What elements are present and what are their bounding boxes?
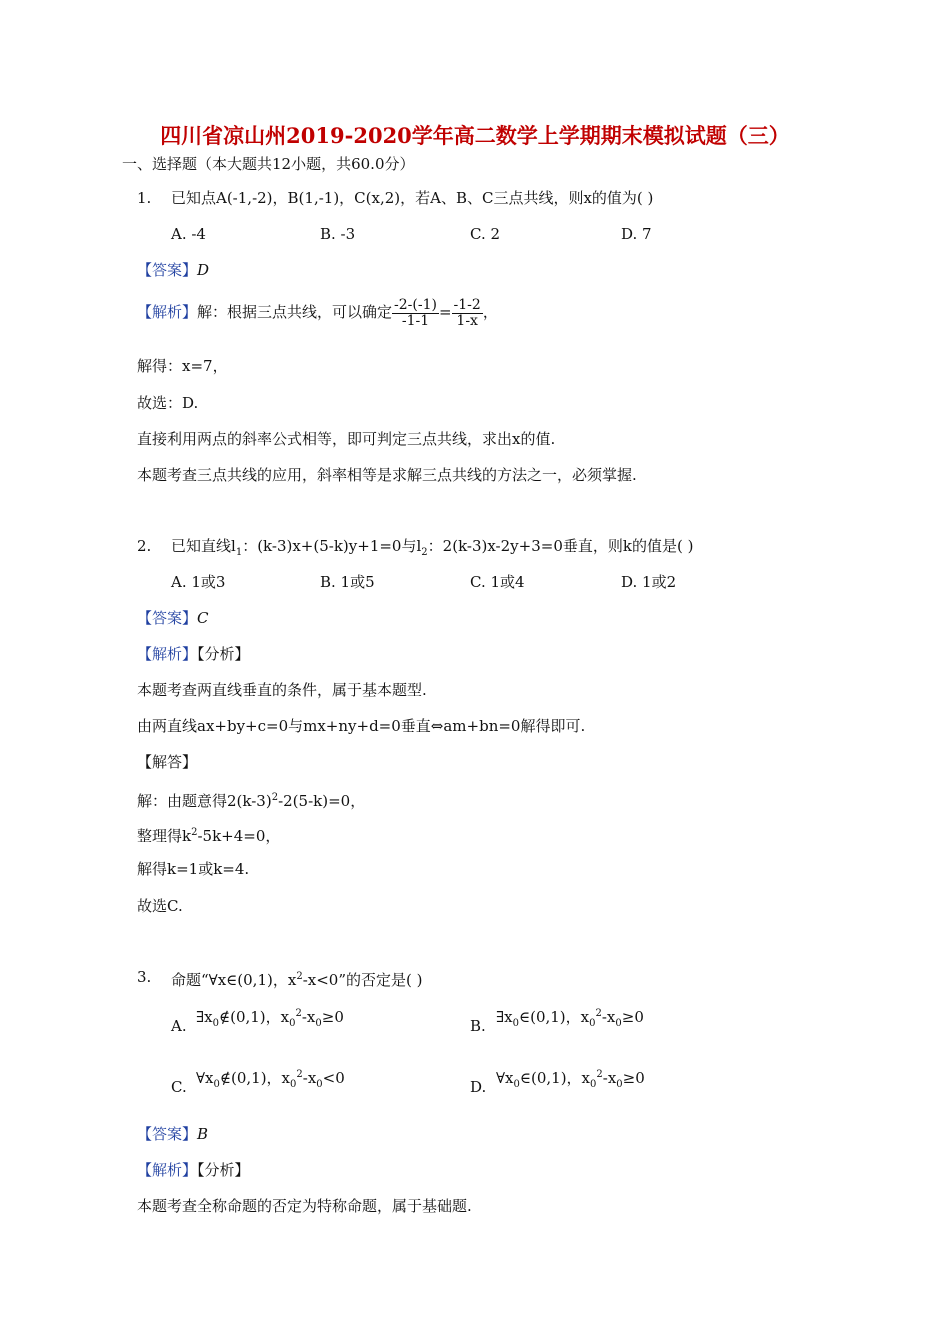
text-part: ≥0 — [321, 1008, 344, 1026]
q1-explain-line: 直接利用两点的斜率公式相等，即可判定三点共线，求出x的值. — [137, 430, 556, 448]
line-symbol: l — [416, 537, 422, 555]
q3-stem — [171, 967, 422, 990]
fenxi-tag: 【分析】 — [197, 1161, 250, 1179]
superscript: 2 — [296, 1069, 303, 1080]
text-part: ∉(0,1)，x — [218, 1008, 290, 1026]
answer-value: D — [197, 261, 210, 279]
superscript: 2 — [595, 1008, 602, 1019]
answer-tag: 【答案】 — [137, 609, 198, 627]
subscript: 0 — [212, 1018, 219, 1029]
q1-analysis — [137, 296, 498, 329]
q2-analysis-line: 本题考查两直线垂直的条件，属于基本题型. — [137, 681, 427, 699]
q2-stem — [171, 536, 693, 563]
text-part: ≥0 — [622, 1069, 645, 1087]
q3-option-d-label: D. — [470, 1078, 487, 1096]
text-part: <0 — [322, 1069, 345, 1087]
subscript: 0 — [512, 1018, 519, 1029]
q1-solution-line: 解得：x=7， — [137, 357, 228, 375]
analysis-text: 解：根据三点共线，可以确定 — [197, 303, 393, 321]
text-part: -2(5-k)=0， — [278, 792, 366, 810]
text-part: ∀x — [496, 1069, 514, 1087]
q3-option-c-label: C. — [171, 1078, 187, 1096]
q3-option-a-label: A. — [171, 1017, 187, 1035]
line-symbol: l — [231, 537, 236, 555]
subscript: 0 — [513, 1079, 520, 1090]
text-part: 解：由题意得2(k-3) — [137, 792, 272, 810]
text-part: ∈(0,1)，x — [518, 1008, 590, 1026]
text-part: -5k+4=0， — [197, 827, 281, 845]
subscript: 0 — [316, 1079, 323, 1090]
q1-option-d: D. 7 — [621, 225, 652, 243]
superscript: 2 — [191, 827, 198, 838]
q1-answer — [137, 260, 209, 280]
q2-solution-line: 解得k=1或k=4. — [137, 860, 250, 878]
text-part: -x<0”的否定是( ) — [302, 971, 423, 989]
q2-answer — [137, 608, 209, 628]
fenxi-tag: 【分析】 — [197, 645, 250, 663]
superscript: 2 — [295, 1008, 302, 1019]
subscript: 0 — [615, 1018, 622, 1029]
text-part: ∉(0,1)，x — [219, 1069, 291, 1087]
section-heading: 一、选择题（本大题共12小题，共60.0分） — [122, 155, 415, 173]
q2-stem-part: ：(k-3)x+(5-k)y+1=0与 — [242, 537, 417, 555]
text-part: 命题“∀x∈(0,1)，x — [171, 971, 297, 989]
fraction — [452, 298, 483, 329]
q1-comment-line: 本题考查三点共线的应用，斜率相等是求解三点共线的方法之一，必须掌握. — [137, 466, 637, 484]
subscript: 0 — [289, 1018, 296, 1029]
q1-stem: 已知点A(-1,-2)，B(1,-1)，C(x,2)，若A、B、C三点共线，则x的值为( ) — [171, 189, 654, 207]
q2-option-a: A. 1或3 — [171, 573, 226, 591]
subscript: 0 — [213, 1079, 220, 1090]
q1-option-c: C. 2 — [470, 225, 501, 243]
q3-analysis-header — [137, 1160, 250, 1180]
text-part: ∈(0,1)，x — [519, 1069, 591, 1087]
text-part: ≥0 — [621, 1008, 644, 1026]
q3-option-a — [196, 1004, 344, 1034]
fraction-numerator: -2-(-1) — [394, 296, 437, 313]
q3-analysis-line: 本题考查全称命题的否定为特称命题，属于基础题. — [137, 1197, 472, 1215]
text-part: -x — [302, 1069, 317, 1087]
q1-option-b: B. -3 — [320, 225, 356, 243]
answer-value: B — [197, 1125, 209, 1143]
q3-option-b-label: B. — [470, 1017, 486, 1035]
q2-jieda-tag: 【解答】 — [137, 753, 198, 771]
q2-option-d: D. 1或2 — [621, 573, 677, 591]
page-title: 四川省凉山州2019-2020学年高二数学上学期期末模拟试题（三） — [160, 123, 790, 148]
superscript: 2 — [271, 792, 279, 803]
q1-number: 1. — [137, 189, 152, 207]
text-part: 整理得k — [137, 827, 192, 845]
answer-tag: 【答案】 — [137, 1125, 198, 1143]
superscript: 2 — [296, 971, 303, 982]
q3-option-d — [496, 1065, 645, 1095]
q2-solution-line — [137, 788, 365, 811]
q2-choice-line: 故选C. — [137, 897, 183, 915]
subscript: 0 — [290, 1079, 297, 1090]
text-part: ∃x — [196, 1008, 213, 1026]
q2-stem-part: ：2(k-3)x-2y+3=0垂直，则k的值是( ) — [427, 537, 694, 555]
answer-value: C — [197, 609, 209, 627]
analysis-tag: 【解析】 — [137, 645, 198, 663]
analysis-tag: 【解析】 — [137, 303, 198, 321]
text-part: ∀x — [196, 1069, 214, 1087]
fraction-numerator: -1-2 — [453, 296, 481, 313]
text-part: -x — [601, 1008, 616, 1026]
q2-analysis-header — [137, 644, 250, 664]
q2-number: 2. — [137, 537, 152, 555]
q3-number: 3. — [137, 968, 152, 986]
subscript: 0 — [590, 1079, 597, 1090]
q1-option-a: A. -4 — [171, 225, 206, 243]
text-part: -x — [602, 1069, 617, 1087]
fraction-denominator: 1-x — [456, 312, 478, 329]
q2-stem-part: 已知直线 — [171, 537, 232, 555]
fraction — [392, 298, 439, 329]
equals-sign: = — [438, 303, 452, 321]
q2-option-c: C. 1或4 — [470, 573, 525, 591]
q3-answer — [137, 1124, 208, 1144]
subscript: 1 — [235, 547, 243, 558]
fraction-denominator: -1-1 — [401, 312, 430, 329]
analysis-tag: 【解析】 — [137, 1161, 198, 1179]
subscript: 2 — [421, 547, 428, 558]
q2-analysis-line: 由两直线ax+by+c=0与mx+ny+d=0垂直⇔am+bn=0解得即可. — [137, 717, 586, 735]
analysis-punct: ， — [482, 303, 498, 321]
text-part: ∃x — [496, 1008, 513, 1026]
q1-choice-line: 故选：D. — [137, 394, 199, 412]
answer-tag: 【答案】 — [137, 261, 198, 279]
subscript: 0 — [589, 1018, 596, 1029]
q3-option-b — [496, 1004, 644, 1034]
subscript: 0 — [315, 1018, 322, 1029]
superscript: 2 — [596, 1069, 603, 1080]
subscript: 0 — [616, 1079, 623, 1090]
q2-solution-line — [137, 823, 280, 846]
q3-option-c — [196, 1065, 345, 1095]
text-part: -x — [301, 1008, 316, 1026]
q2-option-b: B. 1或5 — [320, 573, 375, 591]
